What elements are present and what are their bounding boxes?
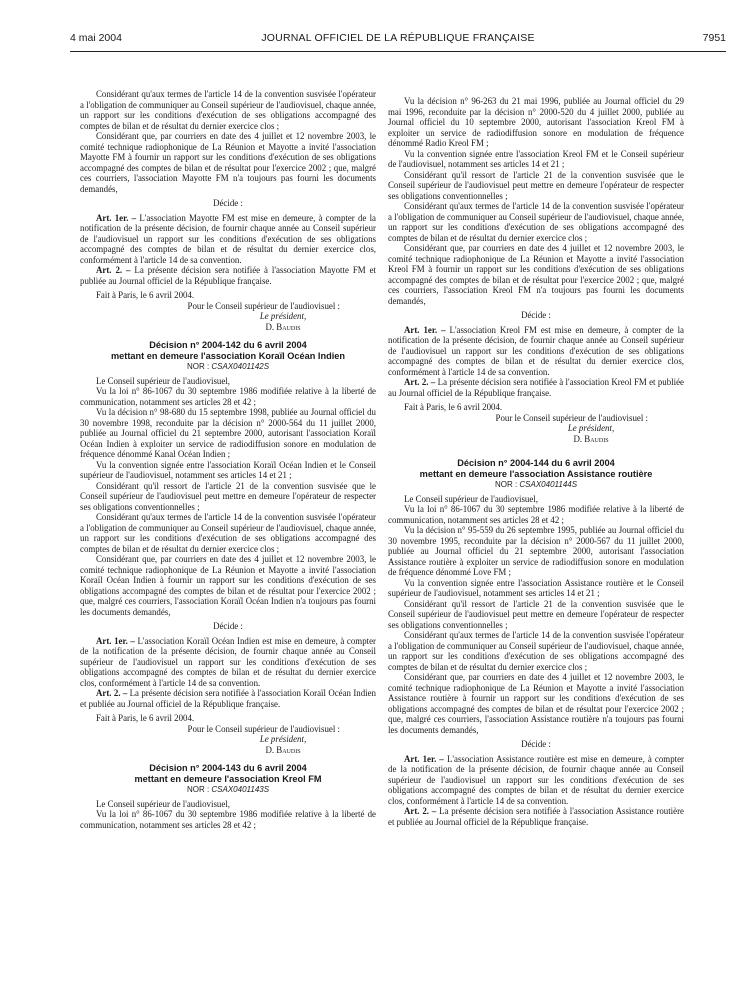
paragraph: Le Conseil supérieur de l'audiovisuel, bbox=[96, 798, 230, 809]
paragraph: Vu la convention signée entre l'association Kreol FM et le Conseil supérieur de l'audiovisuel, notamment ses articles 14 et 21 ; bbox=[388, 148, 684, 169]
decision-number: Décision n° 2004-142 du 6 avril 2004 bbox=[149, 340, 307, 350]
decide-heading: Décide : bbox=[213, 198, 243, 208]
article-label: Art. 1er. – bbox=[404, 324, 446, 335]
article-1 bbox=[388, 325, 684, 378]
article-2 bbox=[80, 265, 376, 286]
decision-number: Décision n° 2004-144 du 6 avril 2004 bbox=[457, 458, 615, 468]
decision-subject: mettant en demeure l'association Kreol FM bbox=[134, 773, 322, 784]
paragraph: Vu la convention signée entre l'association Assistance routière et le Conseil supérieur de l'audiovisuel, notamment ses articles 14 et 21 ; bbox=[388, 577, 684, 599]
decide-heading: Décide : bbox=[213, 621, 243, 632]
article-2 bbox=[388, 806, 684, 827]
paragraph: Vu la décision n° 95-559 du 26 septembre 1995, publiée au Journal officiel du 30 novembre 1995, reconduite par la décision n° 2000-567 du 11 juillet 2000, publiée au Journal officiel du 21 septembre 2000, autorisant l'association Assistance routière à exploiter un service de radiodiffusion sonore en modulation de fréquence dénommé Love FM ; bbox=[388, 525, 684, 578]
article-1 bbox=[388, 754, 684, 807]
paragraph: Considérant que, par courriers en date des 4 juillet et 12 novembre 2003, le comité technique radiophonique de La Réunion et Mayotte a invité l'association Koraïl Océan Indien à fournir un rapport sur les conditions d'exécution de ses obligations accompagné des comptes de bilan et de résultat pour l'exercice 2002 ; que, malgré ces courriers, l'association Koraïl Océan Indien n'a toujours pas fourni les documents demandés, bbox=[80, 554, 376, 617]
article-text: L'association Assistance routière est mise en demeure, à compter de la notification de la présente décision, de fournir chaque année au Conseil supérieur de l'audiovisuel un rapport sur les conditions d'exécution de ses obligations accompagné des comptes de bilan et de résultat du dernier exercice clos, conformément à l'article 14 de sa convention. bbox=[388, 753, 684, 806]
nor-code: CSAX0401143S bbox=[211, 785, 270, 795]
left-column bbox=[80, 89, 376, 830]
signature-title: Le président, bbox=[567, 423, 615, 433]
article-text: La présente décision sera notifiée à l'association Kreol FM et publiée au Journal officiel de la République française. bbox=[388, 377, 684, 398]
decision-subject: mettant en demeure l'association Assistance routière bbox=[419, 468, 653, 479]
paragraph: Considérant qu'il ressort de l'article 21 de la convention susvisée que le Conseil supérieur de l'audiovisuel peut mettre en demeure l'opérateur de respecter ses obligations conventionnelles ; bbox=[80, 480, 376, 512]
nor-reference bbox=[80, 362, 376, 371]
right-column bbox=[388, 96, 684, 827]
signature-place-date: Fait à Paris, le 6 avril 2004. bbox=[404, 402, 503, 412]
decision-number: Décision n° 2004-143 du 6 avril 2004 bbox=[149, 763, 307, 774]
paragraph: Le Conseil supérieur de l'audiovisuel, bbox=[96, 375, 230, 386]
paragraph: Considérant qu'aux termes de l'article 14 de la convention susvisée l'opérateur a l'obligation de communiquer au Conseil supérieur de l'audiovisuel, chaque année, un rapport sur les conditions d'exécution de ses obligations accompagné des comptes de bilan et de résultat du dernier exercice clos ; bbox=[80, 89, 376, 131]
nor-label: NOR : bbox=[186, 785, 212, 795]
page-number: 7951 bbox=[702, 32, 726, 44]
decision-title bbox=[80, 340, 376, 361]
nor-reference bbox=[80, 785, 376, 794]
paragraph: Vu la loi n° 86-1067 du 30 septembre 1986 modifiée relative à la liberté de communication, notamment ses articles 28 et 42 ; bbox=[80, 386, 376, 407]
article-label: Art. 1er. – bbox=[96, 635, 135, 646]
signature-line: Pour le Conseil supérieur de l'audiovisuel : bbox=[495, 412, 648, 423]
decision-subject: mettant en demeure l'association Koraïl Océan Indien bbox=[111, 350, 345, 361]
paragraph: Vu la loi n° 86-1067 du 30 septembre 1986 modifiée relative à la liberté de communication, notamment ses articles 28 et 42 ; bbox=[80, 809, 376, 830]
paragraph: Vu la décision n° 98-680 du 15 septembre 1998, publiée au Journal officiel du 30 novembre 1998, reconduite par la décision n° 2000-564 du 11 juillet 2000, publiée au Journal officiel du 21 septembre 2000, autorisant l'association Koraïl Océan Indien à exploiter un service de radiodiffusion sonore en modulation de fréquence dénommé Kanal Océan Indien ; bbox=[80, 407, 376, 460]
decision-title bbox=[80, 763, 376, 784]
paragraph: Considérant qu'il ressort de l'article 21 de la convention susvisée que le Conseil supérieur de l'audiovisuel peut mettre en demeure l'opérateur de respecter ses obligations conventionnelles ; bbox=[388, 169, 684, 201]
journal-title: JOURNAL OFFICIEL DE LA RÉPUBLIQUE FRANÇAISE bbox=[261, 32, 535, 44]
page-header bbox=[70, 32, 726, 48]
signature-title: Le président, bbox=[259, 311, 307, 321]
article-label: Art. 2. – bbox=[96, 265, 131, 275]
signature-place-date: Fait à Paris, le 6 avril 2004. bbox=[96, 290, 195, 300]
signature-line: Pour le Conseil supérieur de l'audiovisuel : bbox=[187, 723, 340, 734]
decide-heading: Décide : bbox=[521, 739, 551, 750]
decision-title bbox=[388, 458, 684, 479]
signature-line: Pour le Conseil supérieur de l'audiovisuel : bbox=[187, 300, 340, 311]
article-2 bbox=[388, 377, 684, 398]
signatory-name: D. Baudis bbox=[265, 744, 301, 755]
paragraph: Considérant que, par courriers en date des 4 juillet et 12 novembre 2003, le comité technique radiophonique de La Réunion et Mayotte a invité l'association Kreol FM à fournir un rapport sur les conditions d'exécution de ses obligations accompagné des comptes de bilan et de résultat pour l'exercice 2002 ; que, malgré ces courriers, l'association Kreol FM n'a toujours pas fourni les documents demandés, bbox=[388, 243, 684, 306]
article-text: L'association Mayotte FM est mise en demeure, à compter de la notification de la présente décision, de fournir chaque année au Conseil supérieur de l'audiovisuel un rapport sur les conditions d'exécution de ses obligations accompagné des comptes de bilan et de résultat du dernier exercice clos, conformément à l'article 14 de sa convention. bbox=[80, 212, 376, 265]
article-label: Art. 2. – bbox=[404, 377, 436, 387]
article-2 bbox=[80, 688, 376, 709]
issue-date: 4 mai 2004 bbox=[70, 32, 122, 44]
article-text: La présente décision sera notifiée à l'association Assistance routière et publiée au Journal officiel de la République française. bbox=[388, 806, 684, 827]
signature-place-date: Fait à Paris, le 6 avril 2004. bbox=[96, 713, 195, 724]
nor-code: CSAX0401142S bbox=[211, 362, 270, 372]
paragraph: Considérant qu'aux termes de l'article 14 de la convention susvisée l'opérateur a l'obligation de communiquer au Conseil supérieur de l'audiovisuel, chaque année, un rapport sur les conditions d'exécution de ses obligations accompagné des comptes de bilan et de résultat du dernier exercice clos ; bbox=[80, 512, 376, 554]
paragraph: Considérant que, par courriers en date des 4 juillet et 12 novembre 2003, le comité technique radiophonique de La Réunion et Mayotte a invité l'association Mayotte FM à fournir un rapport sur les conditions d'exécution de ses obligations accompagné des comptes de bilan et de résultat pour l'exercice 2002 ; que, malgré ces courriers, l'association Mayotte FM n'a toujours pas fourni les documents demandés, bbox=[80, 131, 376, 194]
paragraph: Vu la convention signée entre l'association Koraïl Océan Indien et le Conseil supérieur de l'audiovisuel, notamment ses articles 14 et 21 ; bbox=[80, 459, 376, 481]
article-label: Art. 2. – bbox=[404, 806, 437, 817]
paragraph: Vu la décision n° 96-263 du 21 mai 1996, publiée au Journal officiel du 29 mai 1996, reconduite par la décision n° 2000-520 du 4 juillet 2000, publiée au Journal officiel du 10 septembre 2000, autorisant l'association Kreol FM à exploiter un service de radiodiffusion sonore en modulation de fréquence dénommé Radio Kreol FM ; bbox=[388, 96, 684, 148]
article-text: L'association Kreol FM est mise en demeure, à compter de la notification de la présente décision, de fournir chaque année au Conseil supérieur de l'audiovisuel un rapport sur les conditions d'exécution de ses obligations accompagné des comptes de bilan et de résultat du dernier exercice clos, conformément à l'article 14 de sa convention. bbox=[388, 324, 684, 377]
paragraph: Considérant qu'il ressort de l'article 21 de la convention susvisée que le Conseil supérieur de l'audiovisuel peut mettre en demeure l'opérateur de respecter ses obligations conventionnelles ; bbox=[388, 598, 684, 630]
article-text: La présente décision sera notifiée à l'association Mayotte FM et publiée au Journal officiel de la République française. bbox=[80, 265, 376, 286]
nor-label: NOR : bbox=[494, 480, 520, 490]
article-label: Art. 1er. – bbox=[404, 753, 444, 764]
paragraph: Vu la loi n° 86-1067 du 30 septembre 1986 modifiée relative à la liberté de communication, notamment ses articles 28 et 42 ; bbox=[388, 504, 684, 525]
signatory-name: D. Baudis bbox=[573, 433, 609, 444]
signature-title: Le président, bbox=[259, 734, 307, 745]
paragraph: Considérant qu'aux termes de l'article 14 de la convention susvisée l'opérateur a l'obligation de communiquer au Conseil supérieur de l'audiovisuel, chaque année, un rapport sur les conditions d'exécution de ses obligations accompagné des comptes de bilan et de résultat du dernier exercice clos ; bbox=[388, 201, 684, 243]
article-label: Art. 1er. – bbox=[96, 212, 137, 223]
article-label: Art. 2. – bbox=[96, 688, 128, 699]
nor-label: NOR : bbox=[186, 362, 212, 372]
decide-heading: Décide : bbox=[521, 310, 551, 320]
article-1 bbox=[80, 636, 376, 689]
paragraph: Considérant que, par courriers en date des 4 juillet et 12 novembre 2003, le comité technique radiophonique de La Réunion et Mayotte a invité l'association Assistance routière à fournir un rapport sur les conditions d'exécution de ses obligations accompagné des comptes de bilan et de résultat pour l'exercice 2002 ; que, malgré ces courriers, l'association Assistance routière n'a toujours pas fourni les documents demandés, bbox=[388, 672, 684, 735]
signatory-name: D. Baudis bbox=[265, 321, 301, 332]
header-rule bbox=[70, 51, 726, 52]
article-text: La présente décision sera notifiée à l'association Koraïl Océan Indien et publiée au Journal officiel de la République française. bbox=[80, 688, 376, 709]
article-text: L'association Koraïl Océan Indien est mise en demeure, à compter de la notification de la présente décision, de fournir chaque année au Conseil supérieur de l'audiovisuel un rapport sur les conditions d'exécution de ses obligations accompagné des comptes de bilan et de résultat du dernier exercice clos, conformément à l'article 14 de sa convention. bbox=[80, 635, 376, 688]
article-1 bbox=[80, 213, 376, 266]
paragraph: Le Conseil supérieur de l'audiovisuel, bbox=[404, 493, 538, 504]
paragraph: Considérant qu'aux termes de l'article 14 de la convention susvisée l'opérateur a l'obligation de communiquer au Conseil supérieur de l'audiovisuel, chaque année, un rapport sur les conditions d'exécution de ses obligations accompagné des comptes de bilan et de résultat du dernier exercice clos ; bbox=[388, 630, 684, 672]
nor-code: CSAX0401144S bbox=[519, 480, 578, 490]
nor-reference bbox=[388, 480, 684, 489]
